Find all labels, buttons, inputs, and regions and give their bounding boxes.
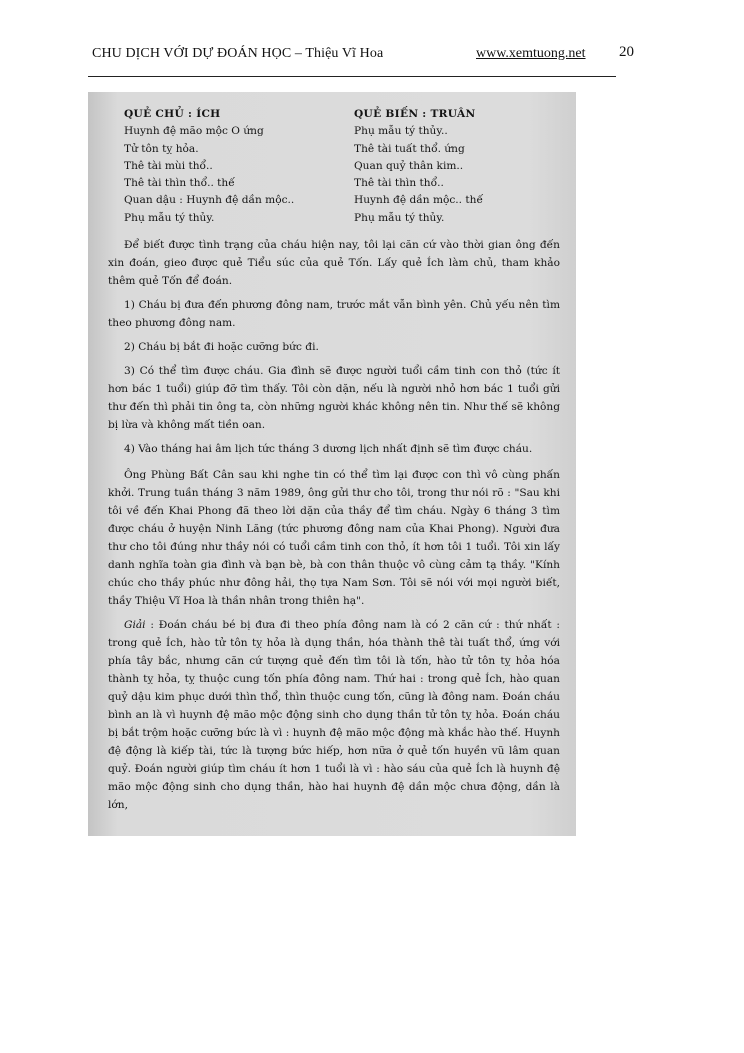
que-chu-line: Phụ mẫu tý thủy. bbox=[124, 211, 215, 224]
que-bien-line: Phụ mẫu tý thủy. bbox=[354, 211, 445, 224]
que-bien-column bbox=[354, 106, 483, 227]
page-header-title: CHU DỊCH VỚI DỰ ĐOÁN HỌC – Thiệu Vĩ Hoa bbox=[92, 46, 384, 61]
paragraph: 2) Cháu bị bắt đi hoặc cưỡng bức đi. bbox=[124, 341, 319, 353]
que-chu-column bbox=[124, 106, 294, 227]
paragraph: Để biết được tình trạng của cháu hiện nay, tôi lại căn cứ vào thời gian ông đến xin đoán, gieo được quẻ Tiểu súc của quẻ Tốn. Lấy quẻ Ích làm chủ, tham khảo thêm quẻ Tốn để đoán. bbox=[108, 239, 560, 287]
que-bien-line: Quan quỷ thân kim.. bbox=[354, 159, 464, 172]
que-chu-line: Tử tôn tỵ hỏa. bbox=[124, 142, 199, 155]
paragraph: Ông Phùng Bất Cân sau khi nghe tin có thể tìm lại được con thì vô cùng phấn khởi. Trung tuần tháng 3 năm 1989, ông gửi thư cho tôi, trong thư nói rõ : "Sau khi tôi về đến Khai Phong đã theo lời dặn của thầy để tìm cháu. Ngày 6 tháng 3 tìm được cháu ở huyện Ninh Lăng (tức phương đông nam của Khai Phong). Người đưa thư cho tôi đúng như thầy nói có tuổi cầm tinh con thỏ, ít hơn tôi 1 tuổi. Tôi xin lấy danh nghĩa toàn gia đình và bạn bè, bà con thân thuộc vô cùng cảm tạ thầy. "Kính chúc cho thầy phúc như đông hải, thọ tựa Nam Sơn. Tôi sẽ nói với mọi người biết, thầy Thiệu Vĩ Hoa là thần nhân trong thiên hạ". bbox=[108, 469, 560, 607]
que-bien-line: Thê tài thìn thổ.. bbox=[354, 177, 444, 190]
scanned-page bbox=[88, 92, 576, 836]
page-number: 20 bbox=[619, 44, 634, 60]
que-bien-line: Phụ mẫu tý thủy.. bbox=[354, 125, 448, 138]
giai-text: : Đoán cháu bé bị đưa đi theo phía đông nam là có 2 căn cứ : thứ nhất : trong quẻ Ích, hào tử tôn tỵ hỏa là dụng thần, hóa thành thê tài tuất thổ, ứng với phía tây bắc, nhưng căn cứ tượng quẻ đến tìm tôi là tốn, hào tử tôn tỵ hỏa hóa thành tỵ hỏa, tỵ thuộc cung tốn phía đông nam. Thứ hai : trong quẻ Ích, hào quan quỷ dậu kim phục dưới thìn thổ, thìn thuộc cung tốn, cũng là đông nam. Đoán cháu bình an là vì huynh đệ mão mộc động sinh cho dụng thần tử tôn tỵ hỏa. Đoán cháu bị bắt trộm hoặc cưỡng bức là vì : huynh đệ mão mộc động mà khắc hào thế. Huynh đệ động là kiếp tài, tức là tượng bức hiếp, hơn nữa ở quẻ tốn huyền vũ lâm quan quỷ. Đoán người giúp tìm cháu ít hơn 1 tuổi là vì : hào sáu của quẻ Ích là huynh đệ mão mộc động sinh cho dụng thần, hào hai huynh đệ dần mộc chưa động, dần là lớn, bbox=[108, 619, 560, 811]
header-rule bbox=[88, 76, 616, 77]
que-bien-heading: QUẺ BIẾN : TRUÂN bbox=[354, 108, 476, 120]
que-bien-line: Thê tài tuất thổ. ứng bbox=[354, 142, 465, 155]
que-bien-line: Huynh đệ dần mộc.. thế bbox=[354, 194, 483, 207]
paragraph: 1) Cháu bị đưa đến phương đông nam, trước mắt vẫn bình yên. Chủ yếu nên tìm theo phương đông nam. bbox=[108, 299, 560, 329]
paragraph-giai bbox=[108, 616, 560, 814]
que-chu-line: Thê tài mùi thổ.. bbox=[124, 159, 213, 172]
paragraph: 4) Vào tháng hai âm lịch tức tháng 3 dương lịch nhất định sẽ tìm được cháu. bbox=[124, 443, 533, 455]
que-chu-line: Quan dậu : Huynh đệ dần mộc.. bbox=[124, 194, 295, 207]
paragraph: 3) Có thể tìm được cháu. Gia đình sẽ được người tuổi cầm tinh con thỏ (tức ít hơn bác 1 tuổi) giúp đỡ tìm thấy. Tôi còn dặn, nếu là người nhỏ hơn bác 1 tuổi gửi thư đến thì phải tin ông ta, còn những người khác không nên tin. Như thế sẽ không bị lừa và không mất tiền oan. bbox=[108, 365, 560, 431]
que-chu-line: Huynh đệ mão mộc O ứng bbox=[124, 125, 264, 138]
body-text bbox=[108, 236, 560, 820]
website-link[interactable]: www.xemtuong.net bbox=[476, 46, 586, 61]
giai-label: Giải bbox=[124, 619, 146, 631]
que-chu-heading: QUẺ CHỦ : ÍCH bbox=[124, 108, 221, 120]
que-chu-line: Thê tài thìn thổ.. thế bbox=[124, 177, 235, 190]
